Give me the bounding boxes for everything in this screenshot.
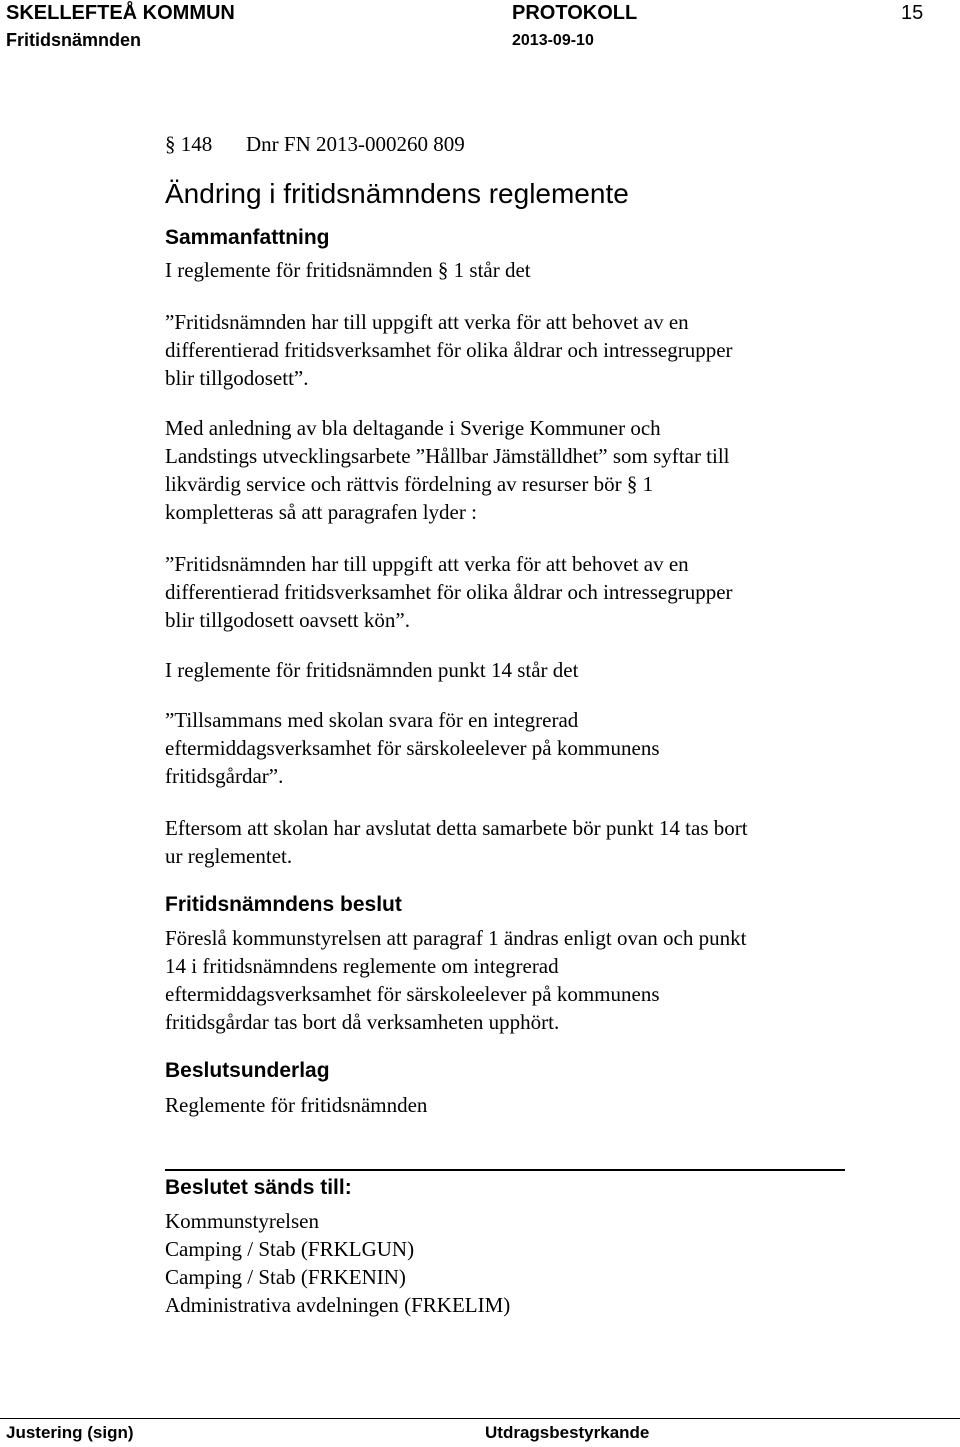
distribution-heading: Beslutet sänds till: xyxy=(165,1176,352,1199)
text-line: fritidsgårdar”. xyxy=(165,764,284,788)
text-line: fritidsgårdar tas bort då verksamheten upphört. xyxy=(165,1010,560,1034)
header-committee: Fritidsnämnden xyxy=(6,30,142,50)
footer-signature-label: Justering (sign) xyxy=(6,1423,134,1442)
summary-paragraph-4 xyxy=(165,814,865,870)
distribution-list xyxy=(165,1207,865,1319)
summary-paragraph-3: I reglemente för fritidsnämnden punkt 14 står det xyxy=(165,658,579,682)
basis-text: Reglemente för fritidsnämnden xyxy=(165,1093,428,1117)
summary-quote-2 xyxy=(165,550,865,634)
text-line: blir tillgodosett oavsett kön”. xyxy=(165,608,410,632)
text-line: Föreslå kommunstyrelsen att paragraf 1 ändras enligt ovan och punkt xyxy=(165,926,747,950)
text-line: differentierad fritidsverksamhet för olika åldrar och intressegrupper xyxy=(165,338,733,362)
recipient-item: Camping / Stab (FRKLGUN) xyxy=(165,1237,415,1261)
case-paragraph: § 148 xyxy=(165,132,213,156)
text-line: kompletteras så att paragrafen lyder : xyxy=(165,500,477,524)
decision-text xyxy=(165,924,865,1036)
text-line: blir tillgodosett”. xyxy=(165,366,309,390)
distribution-divider xyxy=(165,1169,845,1171)
summary-quote-3 xyxy=(165,706,865,790)
summary-intro: I reglemente för fritidsnämnden § 1 står det xyxy=(165,258,531,282)
decision-heading: Fritidsnämndens beslut xyxy=(165,893,402,916)
text-line: eftermiddagsverksamhet för särskoleelever på kommunens xyxy=(165,982,660,1006)
text-line: ur reglementet. xyxy=(165,844,293,868)
recipient-item: Administrativa avdelningen (FRKELIM) xyxy=(165,1293,511,1317)
text-line: Landstings utvecklingsarbete ”Hållbar Jämställdhet” som syftar till xyxy=(165,444,730,468)
footer-rule xyxy=(0,1418,960,1419)
basis-heading: Beslutsunderlag xyxy=(165,1059,330,1082)
case-title: Ändring i fritidsnämndens reglemente xyxy=(165,178,629,209)
footer-certification-label: Utdragsbestyrkande xyxy=(485,1423,650,1442)
header-org: SKELLEFTEÅ KOMMUN xyxy=(6,2,235,24)
text-line: 14 i fritidsnämndens reglemente om integrerad xyxy=(165,954,559,978)
recipient-item: Kommunstyrelsen xyxy=(165,1209,319,1233)
text-line: eftermiddagsverksamhet för särskoleelever på kommunens xyxy=(165,736,660,760)
header-date: 2013-09-10 xyxy=(512,32,594,49)
summary-quote-1 xyxy=(165,308,865,392)
text-line: ”Tillsammans med skolan svara för en integrerad xyxy=(165,708,579,732)
text-line: differentierad fritidsverksamhet för olika åldrar och intressegrupper xyxy=(165,580,733,604)
summary-paragraph-2 xyxy=(165,414,865,526)
summary-heading: Sammanfattning xyxy=(165,226,330,249)
text-line: Med anledning av bla deltagande i Sverige Kommuner och xyxy=(165,416,661,440)
text-line: Eftersom att skolan har avslutat detta samarbete bör punkt 14 tas bort xyxy=(165,816,748,840)
recipient-item: Camping / Stab (FRKENIN) xyxy=(165,1265,406,1289)
text-line: ”Fritidsnämnden har till uppgift att verka för att behovet av en xyxy=(165,552,689,576)
case-reference: Dnr FN 2013-000260 809 xyxy=(246,132,465,156)
text-line: likvärdig service och rättvis fördelning av resurser bör § 1 xyxy=(165,472,654,496)
text-line: ”Fritidsnämnden har till uppgift att verka för att behovet av en xyxy=(165,310,689,334)
header-doc-type: PROTOKOLL xyxy=(512,2,638,24)
header-page-number: 15 xyxy=(901,2,924,24)
